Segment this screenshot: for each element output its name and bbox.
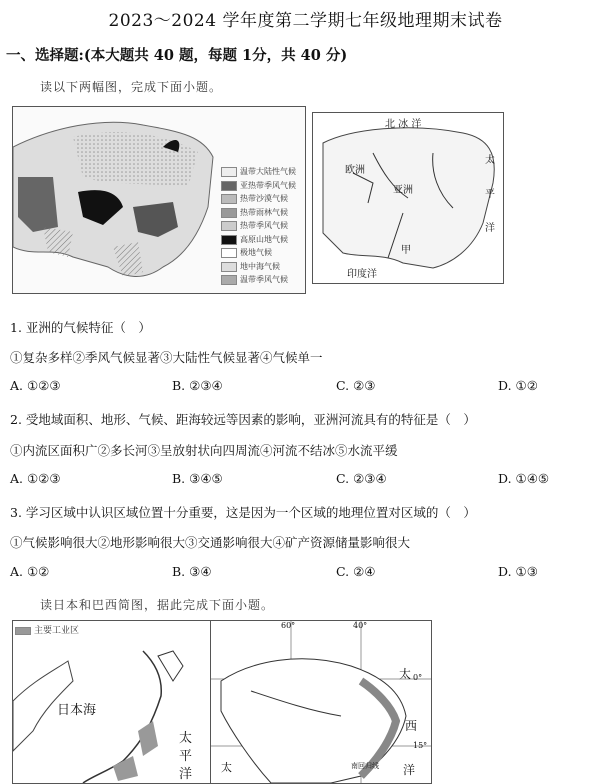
asia-climate-map	[12, 106, 306, 294]
q2-option-a[interactable]: A. ①②③	[10, 471, 61, 486]
q3-option-d[interactable]: D. ①③	[498, 564, 538, 579]
atlantic-char-1: 太	[399, 667, 412, 681]
q2-stem: 2. 受地域面积、地形、气候、距海较远等因素的影响，亚洲河流具有的特征是（ ）	[10, 412, 476, 427]
pacific-char-2: 平	[485, 189, 495, 200]
q1-stem: 1. 亚洲的气候特征（ ）	[10, 320, 151, 335]
lat-0-label: 0°	[413, 673, 423, 682]
q2-option-c[interactable]: C. ②③④	[336, 471, 387, 486]
japan-map	[12, 620, 212, 784]
japan-pacific-char-1: 太	[179, 731, 193, 746]
japan-pacific-char-3: 洋	[179, 767, 193, 782]
japan-legend: 主要工业区	[15, 623, 79, 636]
legend-item-5: 热带季风气候	[221, 219, 296, 233]
asia-river-map	[312, 112, 504, 284]
atlantic-char-3: 洋	[403, 763, 416, 777]
asia-river-map-drawing	[313, 113, 503, 283]
q2-option-b[interactable]: B. ③④⑤	[172, 471, 223, 486]
asia-climate-legend	[221, 165, 296, 287]
q2-option-d[interactable]: D. ①④⑤	[498, 471, 550, 486]
indian-ocean-label: 印度洋	[347, 269, 377, 280]
pacific-char-1: 太	[485, 155, 495, 166]
intro-text-2: 读日本和巴西简图，据此完成下面小题。	[40, 598, 275, 612]
lon-40-label: 40°	[353, 621, 368, 630]
q1-option-b[interactable]: B. ②③④	[172, 378, 223, 393]
arctic-ocean-label: 北 冰 洋	[385, 119, 422, 130]
exam-title: 2023～2024 学年度第二学期七年级地理期末试卷	[108, 11, 503, 31]
legend-item-6: 高原山地气候	[221, 233, 296, 247]
pacific-left-char: 太	[221, 761, 232, 774]
japan-pacific-char-2: 平	[179, 749, 193, 764]
legend-item-8: 地中海气候	[221, 260, 296, 274]
legend-item-3: 热带沙漠气候	[221, 192, 296, 206]
q3-stem: 3. 学习区域中认识区域位置十分重要，这是因为一个区域的地理位置对区域的（ ）	[10, 505, 476, 520]
q2-items: ①内流区面积广②多长河③呈放射状向四周流④河流不结冰⑤水流平缓	[10, 443, 398, 458]
q1-option-a[interactable]: A. ①②③	[10, 378, 61, 393]
brazil-map-drawing	[211, 621, 431, 783]
intro-text-1: 读以下两幅图，完成下面小题。	[40, 80, 223, 94]
pacific-char-3: 洋	[485, 223, 495, 234]
legend-item-1: 温带大陆性气候	[221, 165, 296, 179]
q1-items: ①复杂多样②季风气候显著③大陆性气候显著④气候单一	[10, 350, 323, 365]
europe-label: 欧洲	[345, 165, 365, 176]
q1-option-d[interactable]: D. ①②	[498, 378, 538, 393]
q3-option-c[interactable]: C. ②④	[336, 564, 376, 579]
jia-label: 甲	[401, 245, 411, 256]
q3-option-a[interactable]: A. ①②	[10, 564, 50, 579]
asia-label: 亚洲	[393, 185, 413, 196]
tropic-label: 南回归线	[351, 762, 379, 770]
lat-15-label: 15°	[413, 741, 428, 750]
legend-item-9: 温带季风气候	[221, 273, 296, 287]
atlantic-char-2: 西	[405, 719, 418, 733]
q1-option-c[interactable]: C. ②③	[336, 378, 376, 393]
legend-item-2: 亚热带季风气候	[221, 179, 296, 193]
sea-of-japan-label: 日本海	[57, 703, 97, 718]
legend-item-7: 极地气候	[221, 246, 296, 260]
section-heading: 一、选择题:(本大题共 40 题，每题 1分，共 40 分)	[6, 47, 348, 64]
q3-items: ①气候影响很大②地形影响很大③交通影响很大④矿产资源储量影响很大	[10, 535, 411, 550]
brazil-map	[210, 620, 432, 784]
legend-item-4: 热带雨林气候	[221, 206, 296, 220]
lon-60-label: 60°	[281, 621, 296, 630]
q3-option-b[interactable]: B. ③④	[172, 564, 212, 579]
